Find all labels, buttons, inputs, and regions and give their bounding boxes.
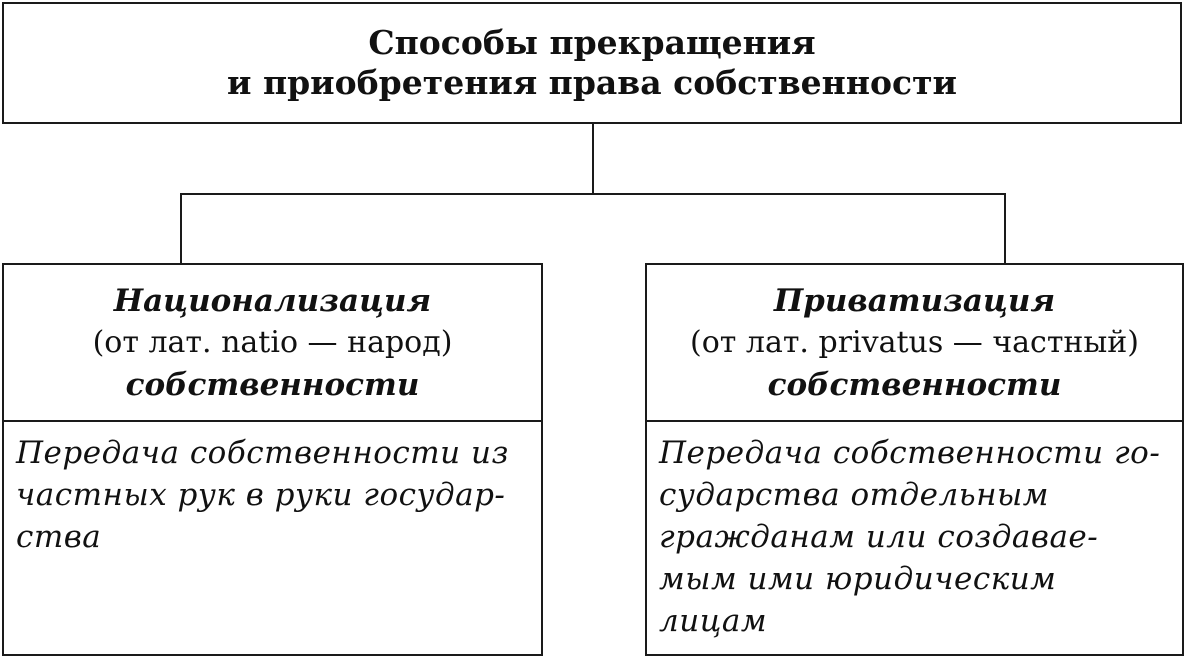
nationalization-suffix: собственности [125, 366, 420, 403]
connector-horizontal [180, 193, 1006, 195]
root-title-line-1: Способы прекращения [368, 23, 816, 62]
connector-right-down [1004, 193, 1006, 264]
privatization-header [647, 265, 1182, 422]
nationalization-header [4, 265, 541, 422]
root-node [2, 2, 1182, 124]
description-line: лицам [659, 603, 768, 639]
description-line: сударства отдельным [659, 477, 1049, 513]
privatization-etymology: (от лат. privatus — частный) [689, 324, 1140, 360]
privatization-suffix: собственности [767, 366, 1062, 403]
privatization-description [647, 422, 1182, 642]
nationalization-name: Национализация [113, 282, 432, 319]
nationalization-etymology: (от лат. natio — народ) [92, 324, 453, 360]
description-line: Передача собственности го- [659, 435, 1161, 471]
description-line: Передача собственности из [16, 435, 509, 471]
connector-left-down [180, 193, 182, 264]
description-line: гражданам или создавае- [659, 519, 1099, 555]
description-line: ства [16, 519, 102, 555]
connector-root-down [592, 124, 594, 194]
nationalization-node [2, 263, 543, 656]
privatization-node [645, 263, 1184, 656]
description-line: частных рук в руки государ- [16, 477, 506, 513]
privatization-name: Приватизация [773, 282, 1056, 319]
root-title-line-2: и приобретения права собственности [226, 63, 958, 102]
nationalization-description [4, 422, 541, 558]
description-line: мым ими юридическим [659, 561, 1057, 597]
